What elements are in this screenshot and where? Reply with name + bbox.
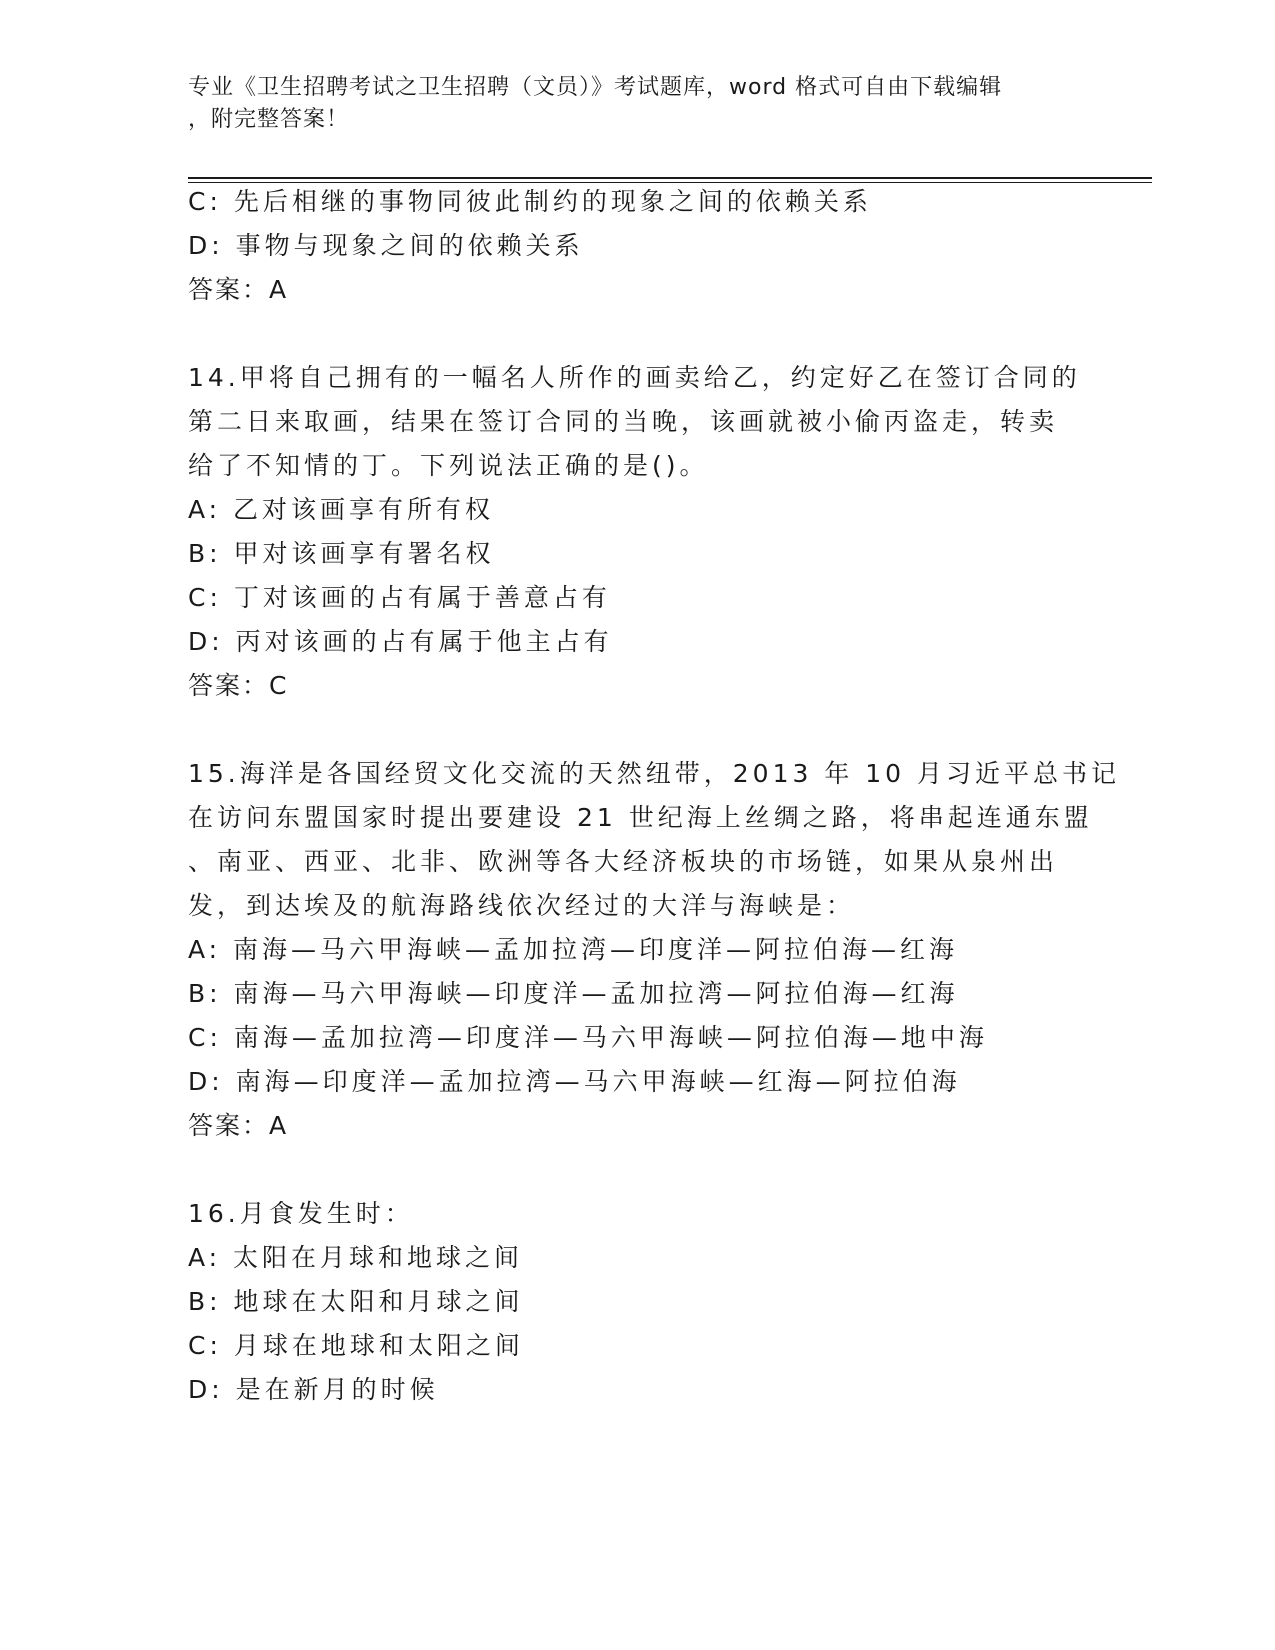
q16-option-c: C: 月球在地球和太阳之间 bbox=[188, 1331, 524, 1360]
header-divider-thin bbox=[188, 182, 1152, 183]
q14-option-a: A: 乙对该画享有所有权 bbox=[188, 495, 495, 524]
q15-stem-line-4: 发，到达埃及的航海路线依次经过的大洋与海峡是： bbox=[188, 891, 856, 920]
q14-option-d: D: 丙对该画的占有属于他主占有 bbox=[188, 627, 613, 656]
q15-option-d: D: 南海—印度洋—孟加拉湾—马六甲海峡—红海—阿拉伯海 bbox=[188, 1067, 961, 1096]
q15-answer: 答案：A bbox=[188, 1111, 289, 1140]
q16-option-a: A: 太阳在月球和地球之间 bbox=[188, 1243, 524, 1272]
q14-answer: 答案：C bbox=[188, 671, 289, 700]
q15-option-c: C: 南海—孟加拉湾—印度洋—马六甲海峡—阿拉伯海—地中海 bbox=[188, 1023, 988, 1052]
q15-stem-line-1: 15.海洋是各国经贸文化交流的天然纽带，2013 年 10 月习近平总书记 bbox=[188, 759, 1121, 788]
q14-stem-line-1: 14.甲将自己拥有的一幅名人所作的画卖给乙，约定好乙在签订合同的 bbox=[188, 363, 1081, 392]
q16-option-d: D: 是在新月的时候 bbox=[188, 1375, 439, 1404]
q13-answer: 答案：A bbox=[188, 275, 289, 304]
q14-stem-line-2: 第二日来取画，结果在签订合同的当晚，该画就被小偷丙盗走，转卖 bbox=[188, 407, 1059, 436]
q16-option-b: B: 地球在太阳和月球之间 bbox=[188, 1287, 524, 1316]
q16-stem: 16.月食发生时： bbox=[188, 1199, 414, 1228]
header-divider-thick bbox=[188, 177, 1152, 179]
q15-option-b: B: 南海—马六甲海峡—印度洋—孟加拉湾—阿拉伯海—红海 bbox=[188, 979, 959, 1008]
q15-stem-line-3: 、南亚、西亚、北非、欧洲等各大经济板块的市场链，如果从泉州出 bbox=[188, 847, 1059, 876]
page-header: 专业《卫生招聘考试之卫生招聘（文员）》考试题库，word 格式可自由下载编辑 ，附完整答案！ bbox=[188, 75, 1003, 132]
q14-option-c: C: 丁对该画的占有属于善意占有 bbox=[188, 583, 611, 612]
q13-option-c: C: 先后相继的事物同彼此制约的现象之间的依赖关系 bbox=[188, 187, 872, 216]
q15-stem-line-2: 在访问东盟国家时提出要建设 21 世纪海上丝绸之路，将串起连通东盟 bbox=[188, 803, 1093, 832]
q14-stem-line-3: 给了不知情的丁。下列说法正确的是()。 bbox=[188, 451, 709, 480]
q15-option-a: A: 南海—马六甲海峡—孟加拉湾—印度洋—阿拉伯海—红海 bbox=[188, 935, 959, 964]
q13-option-d: D: 事物与现象之间的依赖关系 bbox=[188, 231, 584, 260]
q14-option-b: B: 甲对该画享有署名权 bbox=[188, 539, 495, 568]
